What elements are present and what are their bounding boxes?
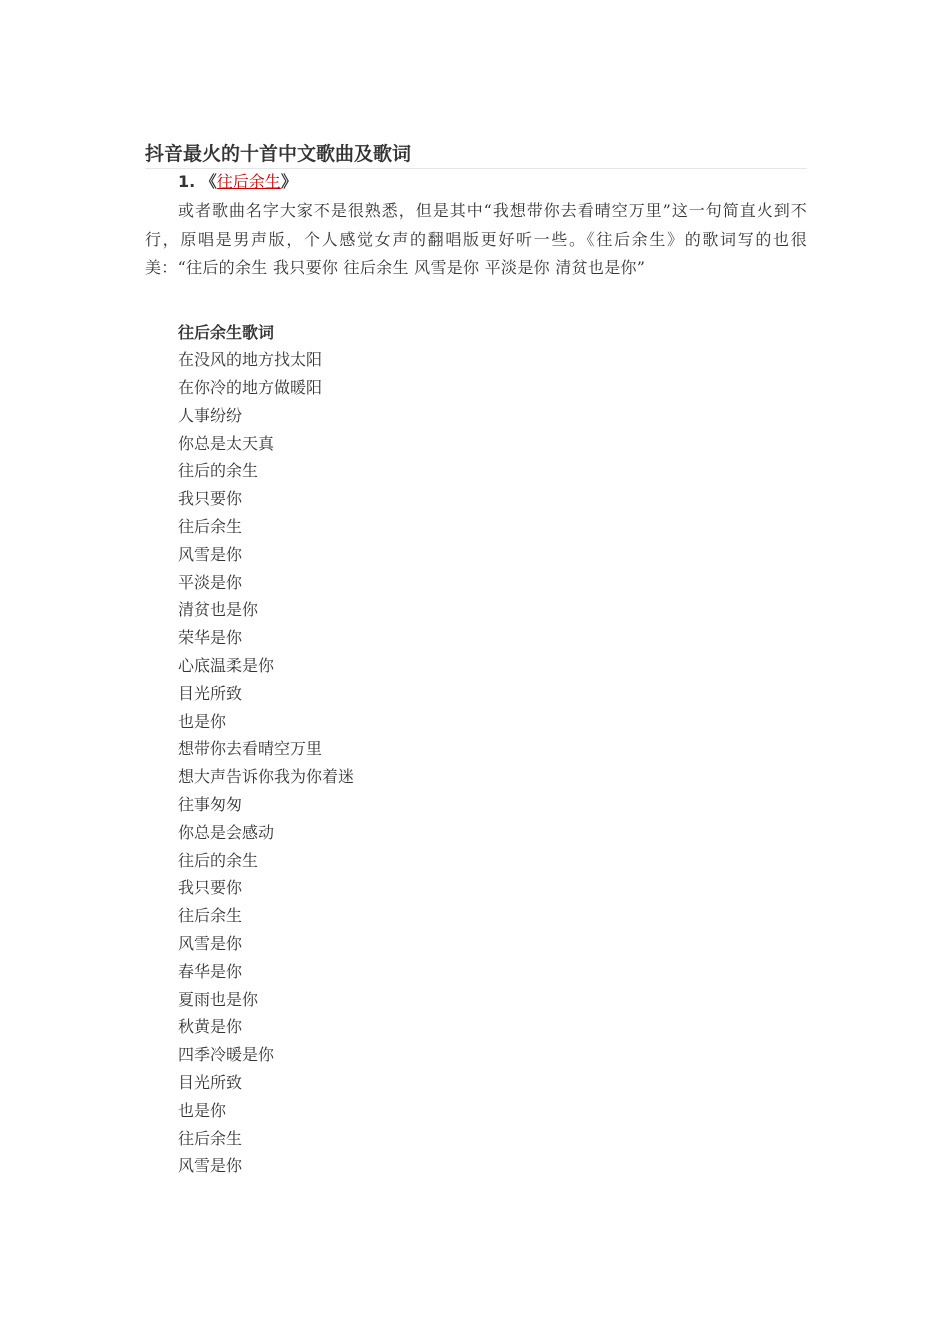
song-section-heading [145, 169, 807, 195]
document-page [145, 140, 807, 1180]
lyric-line: 人事纷纷 [178, 405, 243, 425]
lyric-line: 风雪是你 [178, 1156, 243, 1176]
lyric-line: 荣华是你 [178, 628, 243, 648]
lyric-line: 我只要你 [178, 878, 243, 898]
lyric-line: 秋黄是你 [178, 1017, 243, 1037]
lyric-line: 心底温柔是你 [178, 656, 275, 676]
lyric-line: 平淡是你 [178, 572, 243, 592]
lyric-line: 目光所致 [178, 1073, 243, 1093]
lyric-line: 想带你去看晴空万里 [178, 739, 323, 759]
section-suffix: 》 [280, 172, 297, 191]
lyric-line: 想大声告诉你我为你着迷 [178, 767, 355, 787]
lyric-line: 在你冷的地方做暖阳 [178, 378, 323, 398]
lyric-line: 你总是太天真 [178, 433, 275, 453]
lyric-line: 春华是你 [178, 961, 243, 981]
lyric-line: 往事匆匆 [178, 795, 243, 815]
lyric-line: 往后的余生 [178, 850, 259, 870]
lyric-line: 也是你 [178, 711, 227, 731]
lyric-line: 风雪是你 [178, 544, 243, 564]
lyrics-list [178, 346, 807, 1180]
lyric-line: 在没风的地方找太阳 [178, 350, 323, 370]
lyrics-heading: 往后余生歌词 [178, 322, 275, 342]
lyric-line: 风雪是你 [178, 934, 243, 954]
lyric-line: 清贫也是你 [178, 600, 259, 620]
lyric-line: 往后余生 [178, 517, 243, 537]
lyric-line: 往后的余生 [178, 461, 259, 481]
lyric-line: 往后余生 [178, 1128, 243, 1148]
song-intro-paragraph: 或者歌曲名字大家不是很熟悉，但是其中“我想带你去看晴空万里”这一句简直火到不行，原唱是男声版，个人感觉女声的翻唱版更好听一些。《往后余生》的歌词写的也很美：“往后的余生 我只要你 往后余生 风雪是你 平淡是你 清贫也是你” [145, 201, 807, 277]
lyric-line: 目光所致 [178, 683, 243, 703]
song-title-link[interactable]: 往后余生 [216, 172, 281, 191]
lyrics-block [145, 319, 807, 1181]
lyric-line: 往后余生 [178, 906, 243, 926]
lyric-line: 四季冷暖是你 [178, 1045, 275, 1065]
document-title: 抖音最火的十首中文歌曲及歌词 [145, 143, 412, 165]
section-number-prefix: 1. 《 [178, 172, 217, 191]
lyric-line: 你总是会感动 [178, 822, 275, 842]
lyric-line: 也是你 [178, 1100, 227, 1120]
lyric-line: 我只要你 [178, 489, 243, 509]
lyric-line: 夏雨也是你 [178, 989, 259, 1009]
